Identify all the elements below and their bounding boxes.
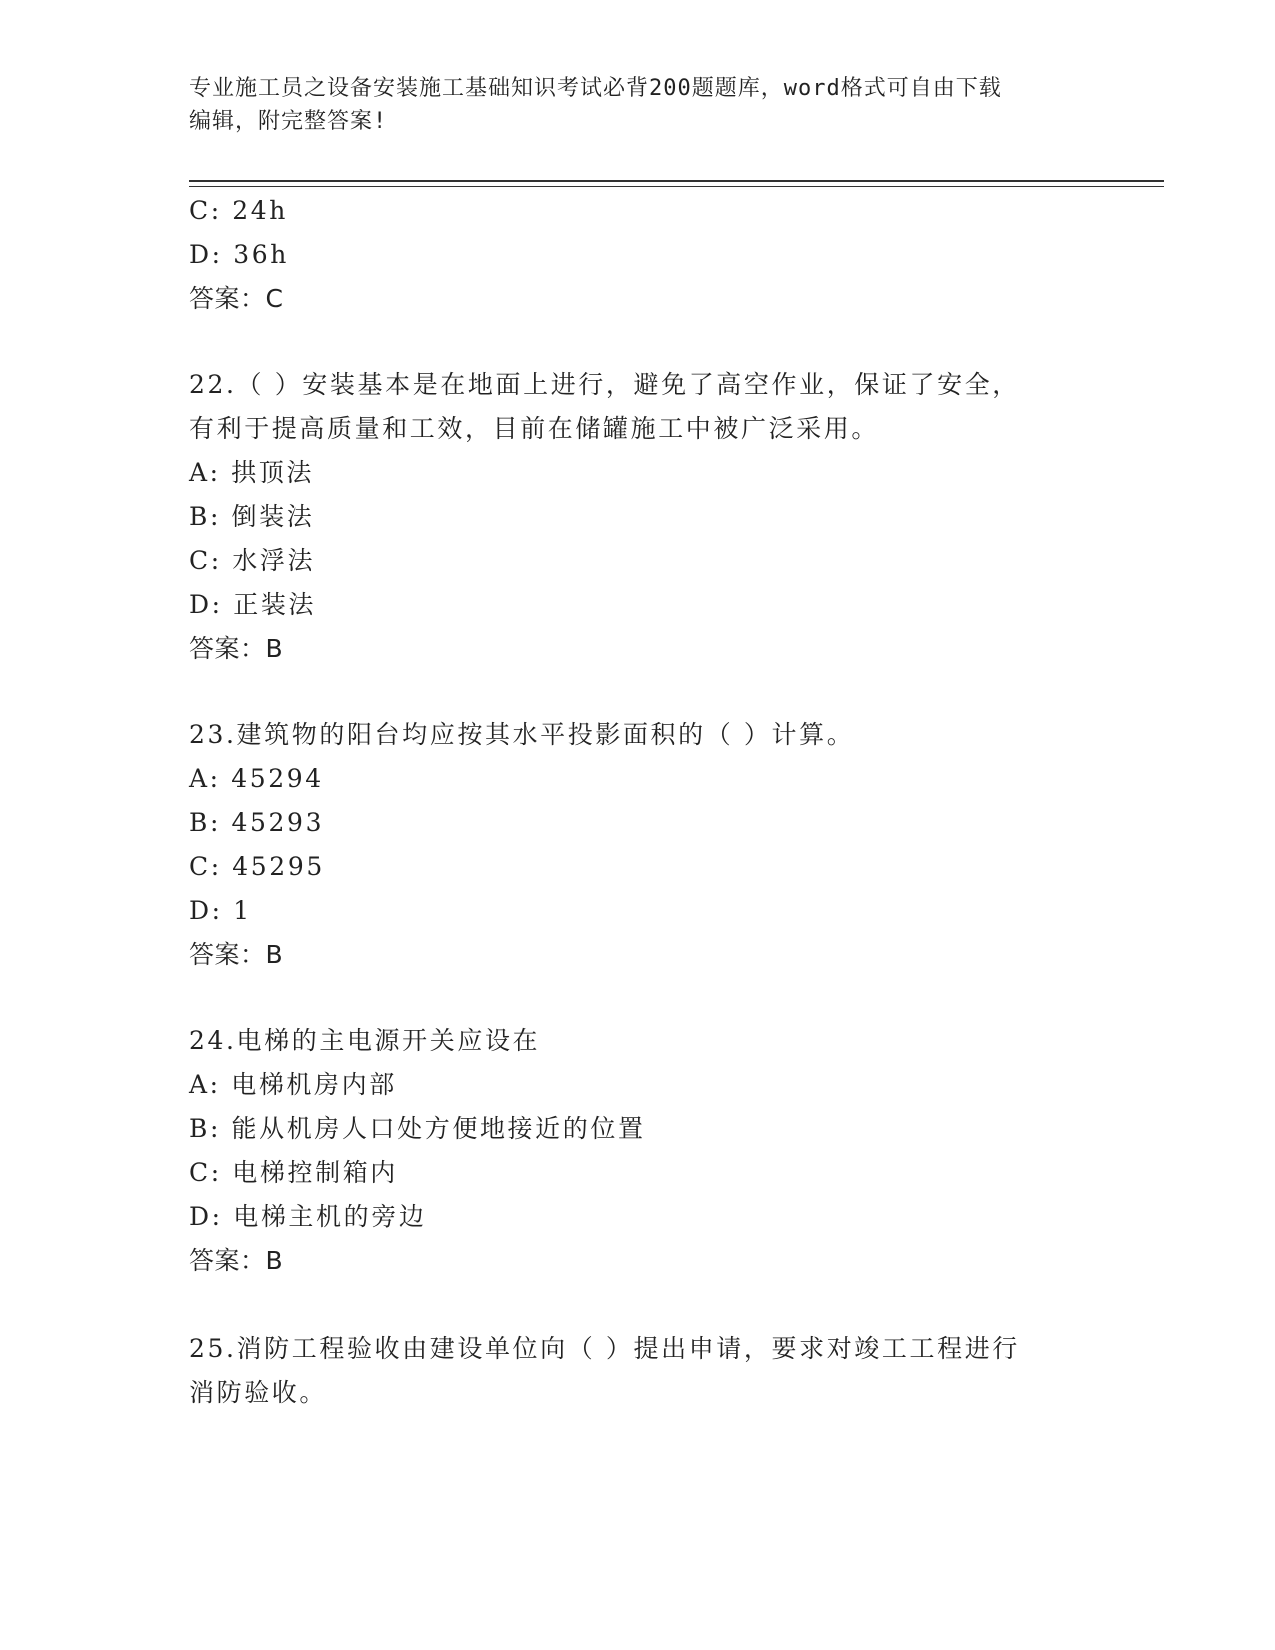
q22-stem-line-2: 有利于提高质量和工效，目前在储罐施工中被广泛采用。 bbox=[189, 414, 880, 443]
q23-option-a: A: 45294 bbox=[189, 764, 324, 793]
header-title-line-2: 编辑，附完整答案! bbox=[189, 109, 388, 134]
q22-option-b: B: 倒装法 bbox=[189, 502, 315, 531]
q25-stem-line-1: 25.消防工程验收由建设单位向（ ）提出申请，要求对竣工工程进行 bbox=[189, 1334, 1020, 1363]
q24-option-d: D: 电梯主机的旁边 bbox=[189, 1202, 427, 1231]
q21-answer: 答案：C bbox=[189, 284, 284, 313]
header-divider-thick bbox=[189, 180, 1164, 182]
q23-stem-line-1: 23.建筑物的阳台均应按其水平投影面积的（ ）计算。 bbox=[189, 720, 855, 749]
q22-answer: 答案：B bbox=[189, 634, 284, 663]
q22-stem-line-1: 22.（ ）安装基本是在地面上进行，避免了高空作业，保证了安全， bbox=[189, 370, 1020, 399]
q21-option-c: C: 24h bbox=[189, 196, 289, 225]
q24-stem-line-1: 24.电梯的主电源开关应设在 bbox=[189, 1026, 541, 1055]
q24-option-b: B: 能从机房人口处方便地接近的位置 bbox=[189, 1114, 646, 1143]
q21-option-d: D: 36h bbox=[189, 240, 289, 269]
q24-option-a: A: 电梯机房内部 bbox=[189, 1070, 397, 1099]
q23-option-b: B: 45293 bbox=[189, 808, 325, 837]
header-divider-thin bbox=[189, 186, 1164, 187]
q23-answer: 答案：B bbox=[189, 940, 284, 969]
header-title-line-1: 专业施工员之设备安装施工基础知识考试必背200题题库，word格式可自由下载 bbox=[189, 76, 1002, 101]
q22-option-a: A: 拱顶法 bbox=[189, 458, 315, 487]
q22-option-d: D: 正装法 bbox=[189, 590, 317, 619]
q23-option-d: D: 1 bbox=[189, 896, 252, 925]
q25-stem-line-2: 消防验收。 bbox=[189, 1378, 328, 1407]
q24-option-c: C: 电梯控制箱内 bbox=[189, 1158, 398, 1187]
document-header bbox=[189, 72, 1069, 138]
q24-answer: 答案：B bbox=[189, 1246, 284, 1275]
q22-option-c: C: 水浮法 bbox=[189, 546, 316, 575]
q23-option-c: C: 45295 bbox=[189, 852, 325, 881]
